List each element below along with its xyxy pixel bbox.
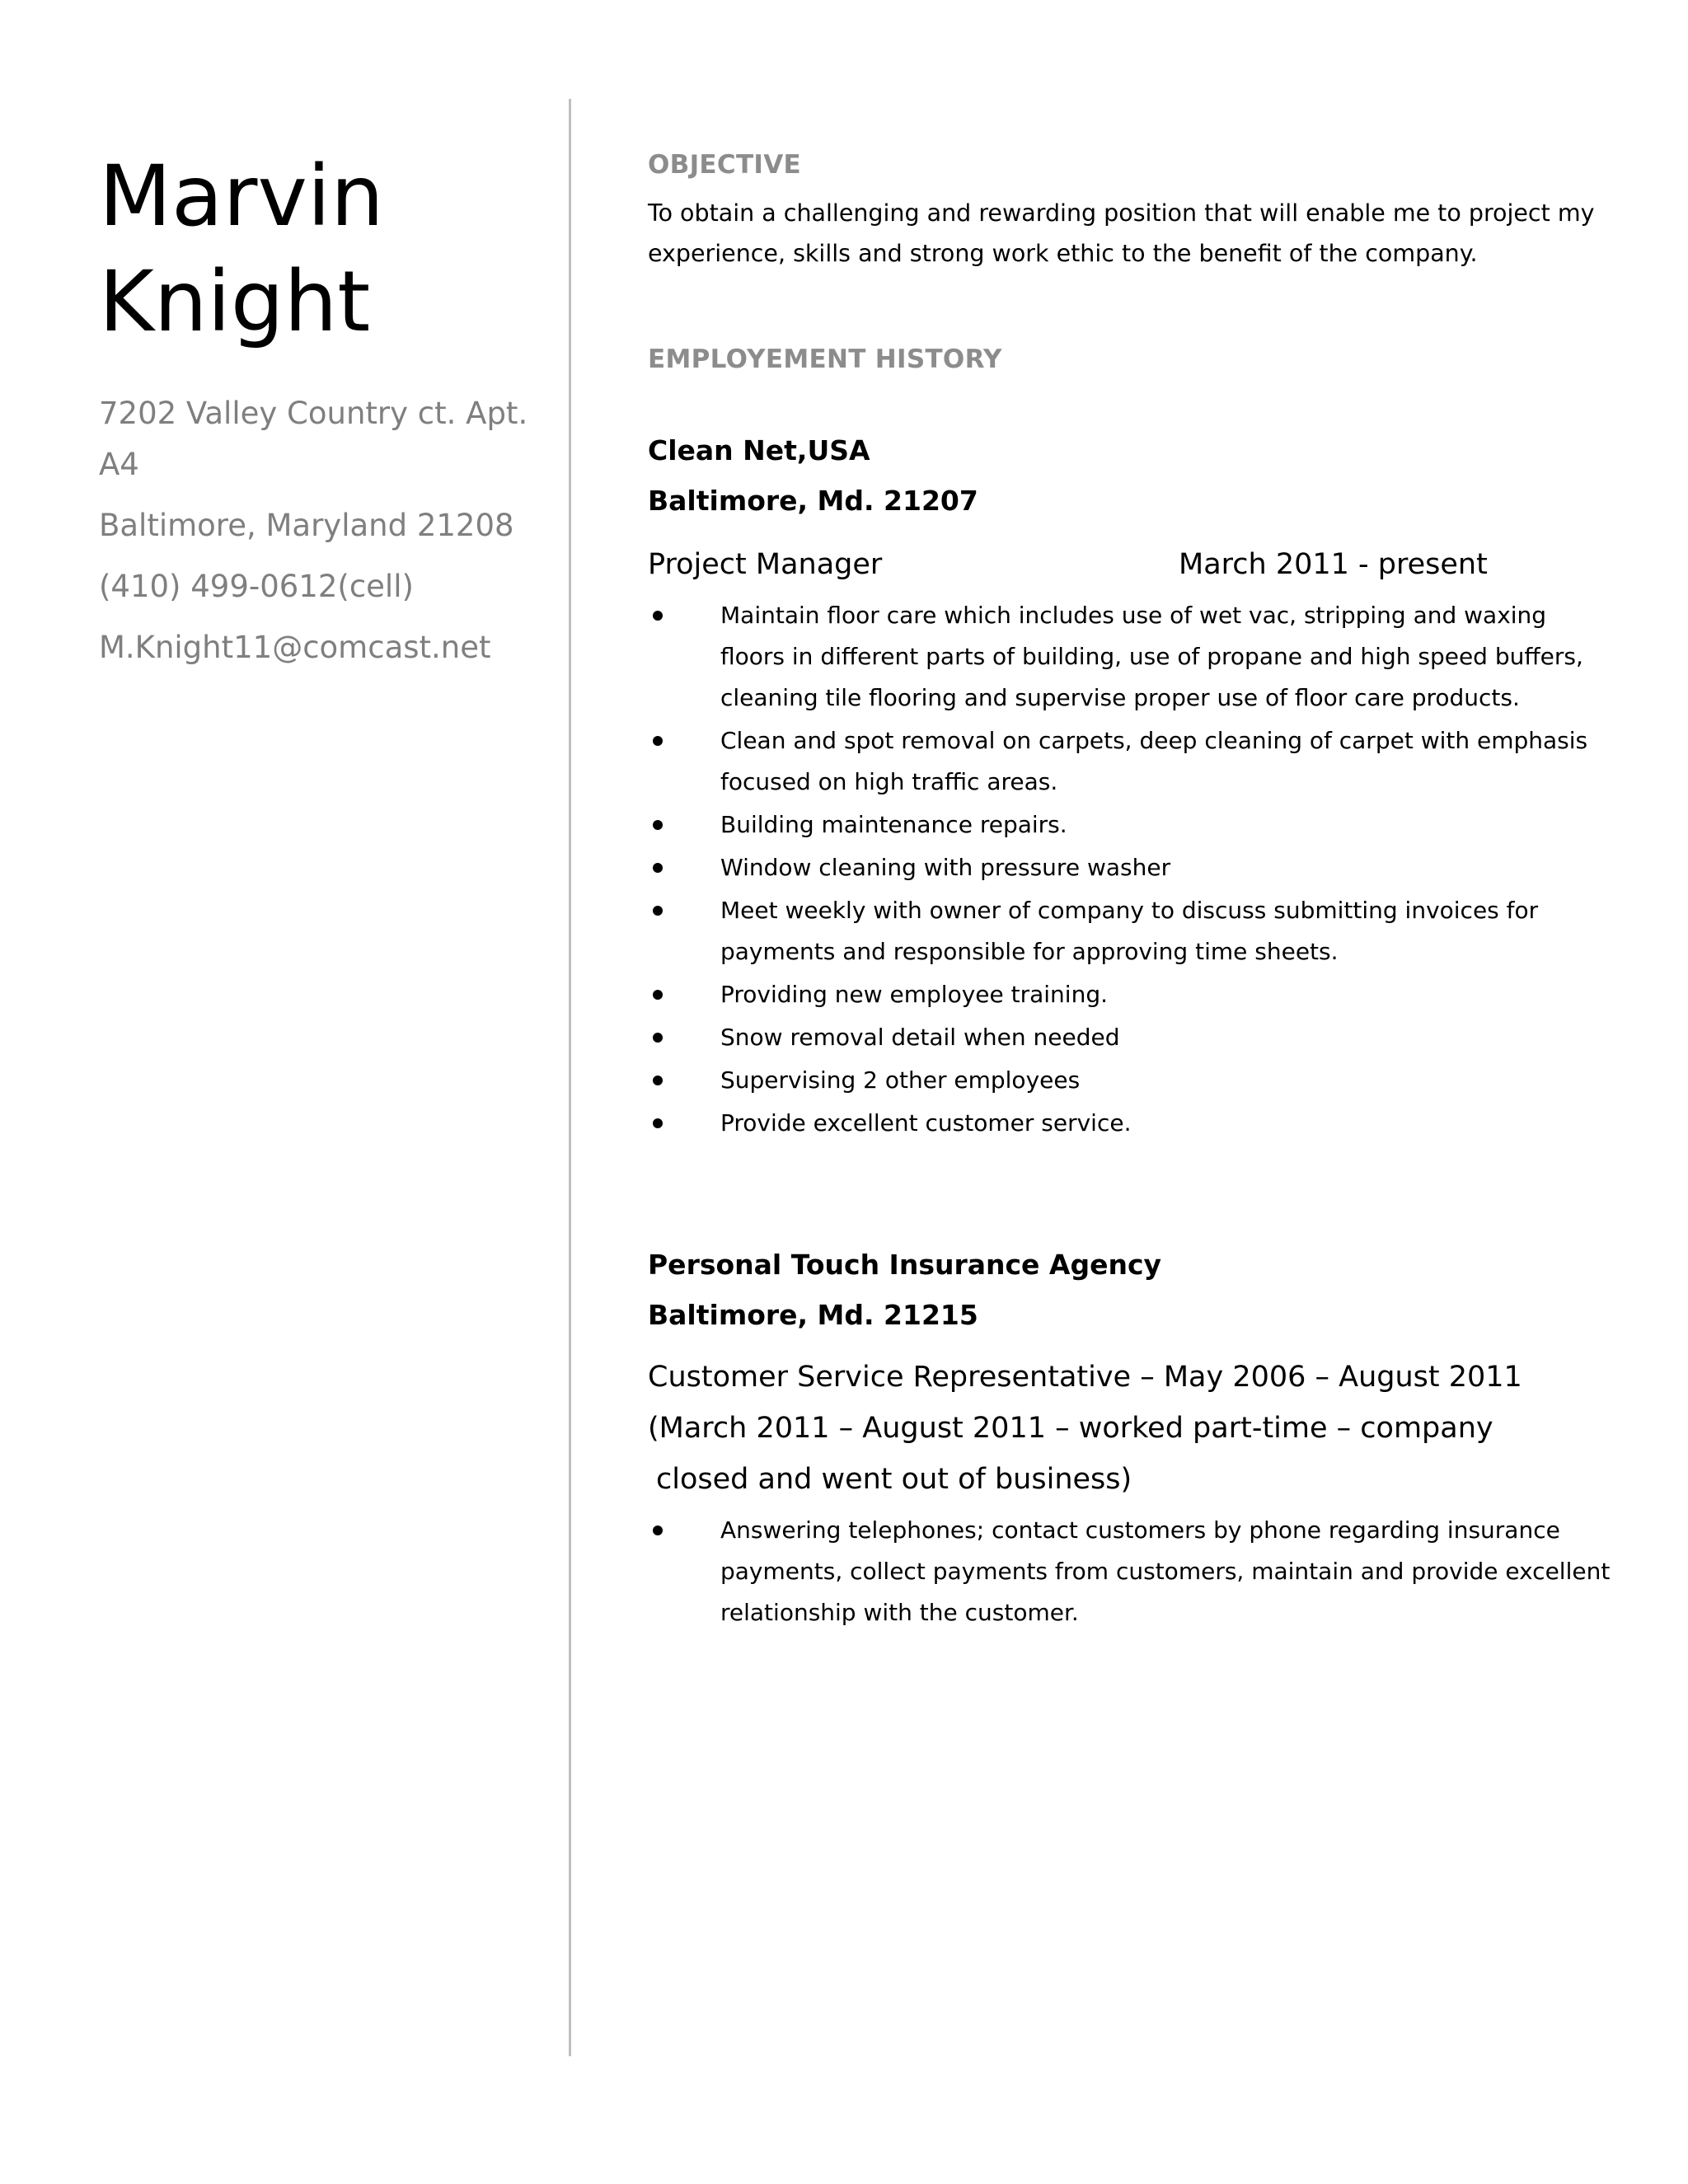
company-name: Clean Net,USA [648, 434, 870, 466]
role-line: Customer Service Representative – May 2006 – August 2011 [648, 1361, 1522, 1394]
bullet-icon [653, 1033, 663, 1043]
list-item [648, 720, 1620, 803]
job-entry [648, 425, 1620, 1144]
job-duties-list [648, 595, 1620, 1144]
last-name: Knight [99, 253, 371, 351]
list-item [648, 1060, 1620, 1101]
role-line: (March 2011 – August 2011 – worked part-time – company [648, 1412, 1493, 1445]
column-divider [569, 99, 571, 2056]
job-entry [648, 1240, 1620, 1633]
email-address: M.Knight11@comcast.net [99, 630, 491, 665]
phone-number: (410) 499-0612(cell) [99, 569, 414, 604]
list-item [648, 1103, 1620, 1144]
role-line: closed and went out of business) [656, 1463, 1132, 1496]
duty-line: cleaning tile flooring and supervise proper use of floor care products. [720, 684, 1520, 711]
list-item [648, 847, 1620, 888]
duty-line: Maintain floor care which includes use of wet vac, stripping and waxing [720, 602, 1547, 629]
duty-line: Meet weekly with owner of company to discuss submitting invoices for [720, 897, 1539, 924]
objective-heading: OBJECTIVE [648, 150, 801, 180]
bullet-icon [653, 820, 663, 830]
bullet-icon [653, 1526, 663, 1535]
duty-line: Providing new employee training. [720, 981, 1108, 1008]
contact-info [99, 388, 560, 673]
duty-line: Building maintenance repairs. [720, 811, 1067, 838]
first-name: Marvin [99, 148, 384, 246]
bullet-icon [653, 863, 663, 873]
sidebar [99, 144, 560, 673]
duty-line: Answering telephones; contact customers by phone regarding insurance [720, 1516, 1560, 1544]
bullet-icon [653, 906, 663, 916]
city-state-zip: Baltimore, Maryland 21208 [99, 508, 514, 543]
bullet-icon [653, 736, 663, 746]
job-dates: March 2011 - present [1179, 548, 1488, 581]
duty-line: floors in different parts of building, use of propane and high speed buffers, [720, 643, 1583, 670]
duty-line: Supervising 2 other employees [720, 1066, 1081, 1094]
bullet-icon [653, 611, 663, 621]
duty-line: relationship with the customer. [720, 1599, 1079, 1626]
duty-line: Clean and spot removal on carpets, deep cleaning of carpet with emphasis [720, 727, 1588, 754]
duty-line: Window cleaning with pressure washer [720, 854, 1171, 881]
list-item [648, 1510, 1620, 1633]
job-title-row [648, 539, 1620, 590]
duty-line: Snow removal detail when needed [720, 1024, 1120, 1051]
job-duties-list [648, 1510, 1620, 1633]
address-line-2: A4 [99, 447, 139, 482]
duty-line: payments, collect payments from customers, maintain and provide excellent [720, 1558, 1611, 1585]
bullet-icon [653, 1076, 663, 1085]
main-content [648, 147, 1620, 1635]
objective-line: To obtain a challenging and rewarding position that will enable me to project my [648, 199, 1595, 227]
company-location: Baltimore, Md. 21207 [648, 485, 978, 517]
company-location: Baltimore, Md. 21215 [648, 1299, 978, 1331]
bullet-icon [653, 1118, 663, 1128]
employment-heading: EMPLOYEMENT HISTORY [648, 344, 1002, 374]
duty-line: focused on high traffic areas. [720, 768, 1058, 795]
list-item [648, 1017, 1620, 1058]
bullet-icon [653, 990, 663, 1000]
objective-text [648, 193, 1620, 274]
list-item [648, 595, 1620, 719]
duty-line: Provide excellent customer service. [720, 1109, 1132, 1137]
list-item [648, 974, 1620, 1015]
company-name: Personal Touch Insurance Agency [648, 1249, 1162, 1281]
duty-line: payments and responsible for approving time sheets. [720, 938, 1339, 965]
address-line-1: 7202 Valley Country ct. Apt. [99, 396, 528, 431]
objective-line: experience, skills and strong work ethic to the benefit of the company. [648, 240, 1478, 267]
job-role-description [648, 1352, 1620, 1505]
list-item [648, 890, 1620, 972]
list-item [648, 804, 1620, 846]
candidate-name [99, 144, 560, 355]
job-title: Project Manager [648, 548, 883, 581]
